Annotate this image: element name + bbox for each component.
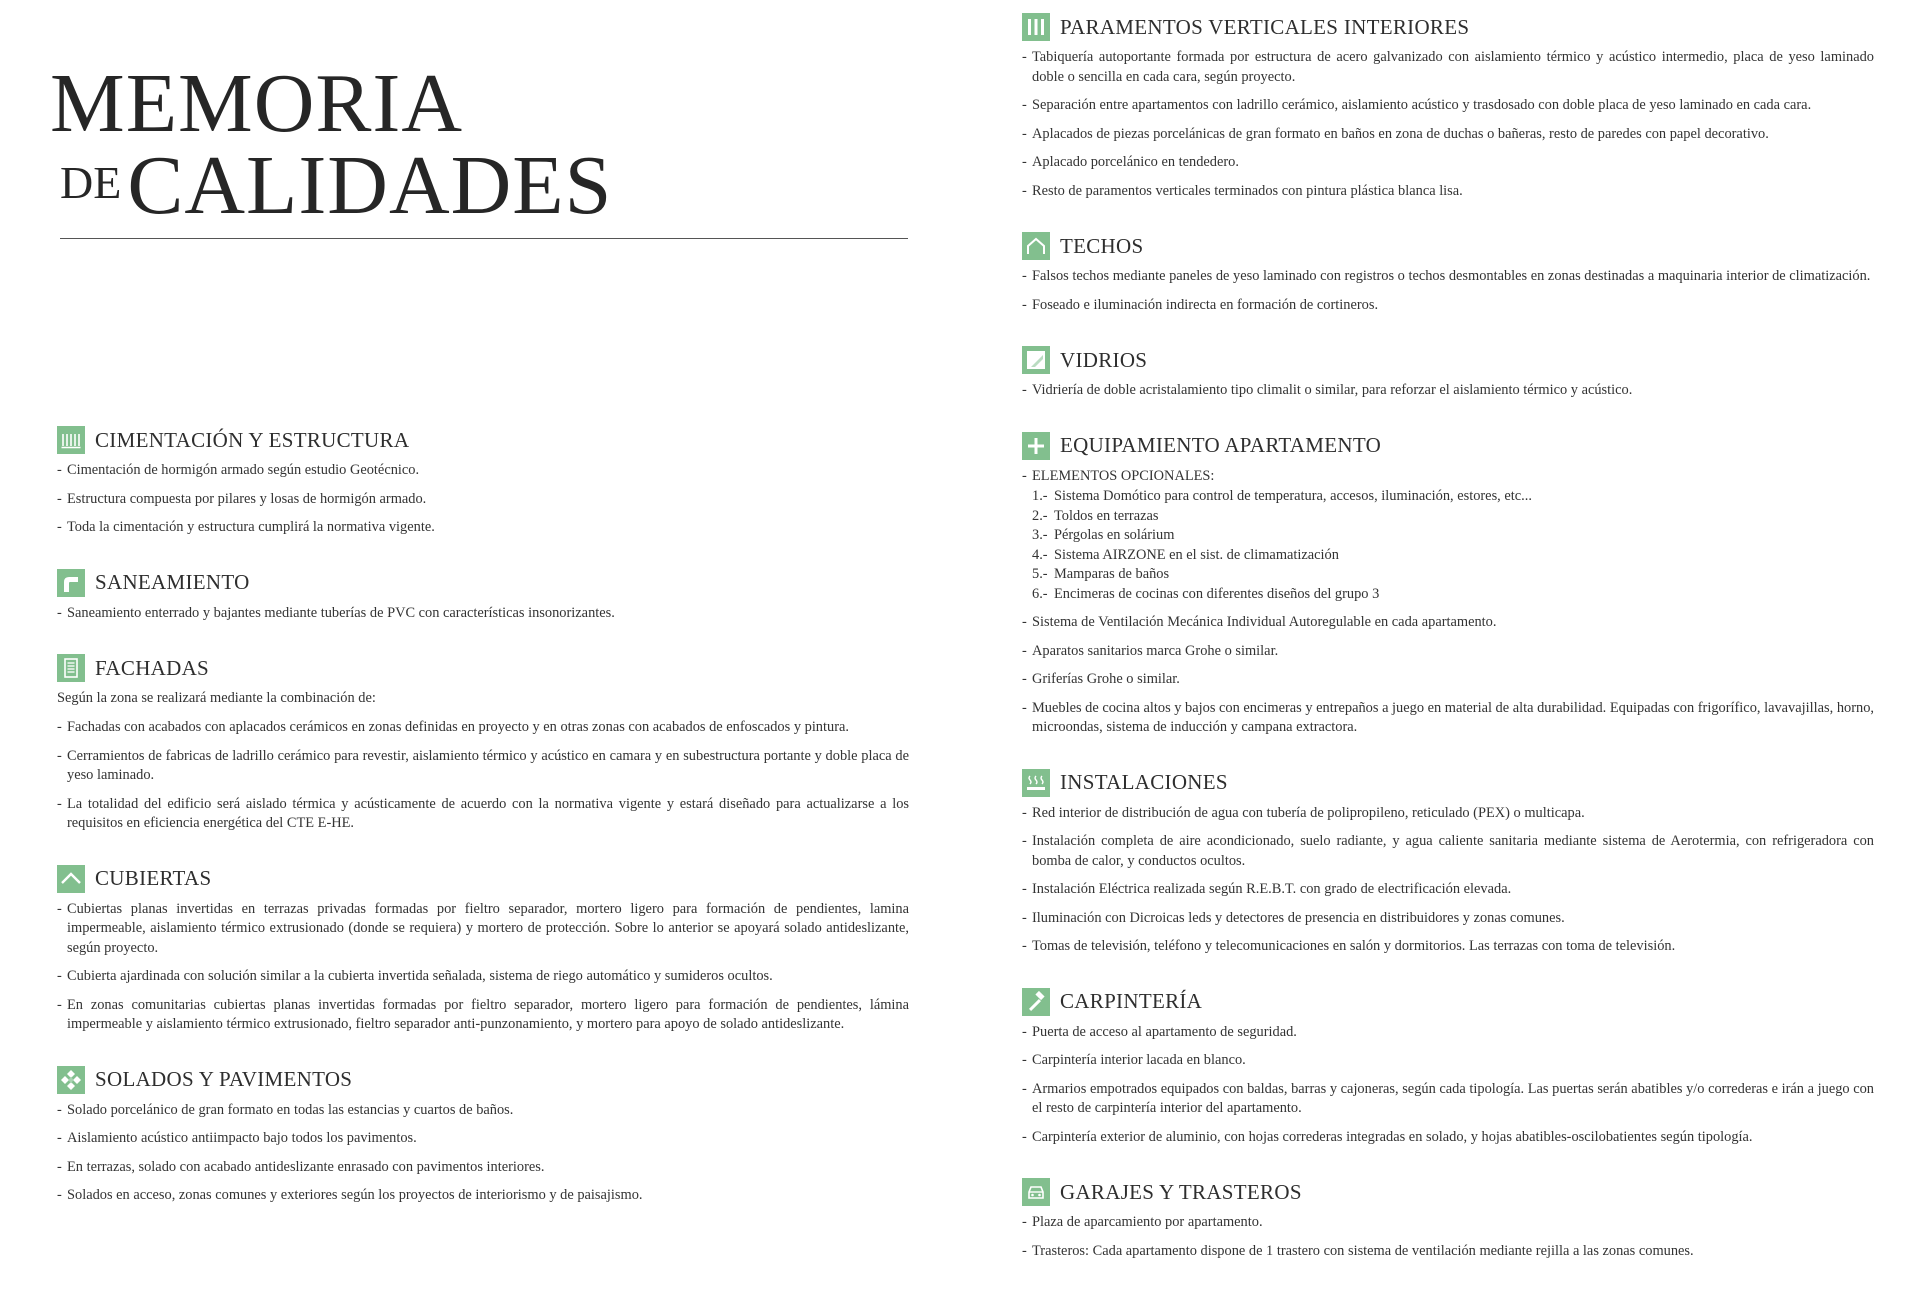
section-title: EQUIPAMIENTO APARTAMENTO — [1060, 433, 1382, 457]
list-item: - Puerta de acceso al apartamento de seguridad. — [1022, 1023, 1874, 1043]
list-item: - Aislamiento acústico antiimpacto bajo todos los pavimentos. — [57, 1129, 909, 1149]
section-title: CARPINTERÍA — [1060, 989, 1203, 1013]
option-number: 6.- — [1032, 585, 1048, 602]
section-carpinteria — [1022, 987, 1874, 1148]
list-item: - Armarios empotrados equipados con baldas, barras y cajoneras, según cada tipología. Las puertas serán abatibles y/o correderas e irán a juego con el resto de carpintería interior del apartamento. — [1022, 1080, 1874, 1119]
section-cubiertas — [57, 864, 909, 1035]
section-header — [57, 568, 909, 598]
list-item: - Falsos techos mediante paneles de yeso laminado con registros o techos desmontables en zonas destinadas a maquinaria interior de climatización. — [1022, 267, 1874, 287]
section-paramentos — [1022, 12, 1874, 201]
optional-element-item — [1032, 487, 1874, 507]
section-header — [57, 864, 909, 894]
list-item: - Solado porcelánico de gran formato en todas las estancias y cuartos de baños. — [57, 1101, 909, 1121]
section-items — [57, 718, 909, 834]
list-item: - En zonas comunitarias cubiertas planas invertidas formadas por fieltro separador, mortero ligero para formación de pendientes, lámina impermeable y aislamiento térmico extrusionado, fieltro separador anti-punzonamiento, y mortero para apoyo de solado antideslizante. — [57, 996, 909, 1035]
list-item: - Fachadas con acabados con aplacados cerámicos en zonas definidas en proyecto y en otras zonas con acabados de enfoscados y pintura. — [57, 718, 909, 738]
section-fachadas — [57, 653, 909, 834]
option-number: 4.- — [1032, 546, 1048, 563]
optional-elements-list — [1022, 487, 1874, 604]
section-title: PARAMENTOS VERTICALES INTERIORES — [1060, 14, 1470, 39]
list-item: - Separación entre apartamentos con ladrillo cerámico, aislamiento acústico y trasdosado con doble placa de yeso laminado en cada cara. — [1022, 96, 1874, 116]
option-number: 2.- — [1032, 507, 1048, 524]
list-item: - Resto de paramentos verticales terminados con pintura plástica blanca lisa. — [1022, 182, 1874, 202]
section-items — [1022, 267, 1874, 315]
list-item: - Aparatos sanitarios marca Grohe o similar. — [1022, 642, 1874, 662]
tiles-icon — [57, 1066, 85, 1094]
pipe-icon — [57, 569, 85, 597]
list-item: - Vidriería de doble acristalamiento tipo climalit o similar, para reforzar el aislamiento térmico y acústico. — [1022, 381, 1874, 401]
list-item: - Cubierta ajardinada con solución similar a la cubierta invertida señalada, sistema de riego automático y sumideros ocultos. — [57, 967, 909, 987]
section-items — [1022, 613, 1874, 738]
section-title: GARAJES Y TRASTEROS — [1060, 1179, 1302, 1204]
list-item: - Aplacados de piezas porcelánicas de gran formato en baños en zona de duchas o bañeras, resto de paredes con papel decorativo. — [1022, 125, 1874, 145]
heating-icon — [1022, 769, 1050, 797]
option-number: 5.- — [1032, 566, 1048, 582]
optional-element-item — [1032, 565, 1874, 585]
title-de: DE — [60, 157, 122, 208]
option-number: 1.- — [1032, 488, 1048, 504]
right-column — [1022, 12, 1874, 1291]
list-item: - Carpintería exterior de aluminio, con hojas correderas integradas en solado, y hojas abatibles-oscilobatientes según tipología. — [1022, 1128, 1874, 1148]
title-line-calidades — [60, 139, 613, 232]
car-icon — [1022, 1178, 1050, 1206]
list-item: - Red interior de distribución de agua con tubería de polipropileno, reticulado (PEX) o multicapa. — [1022, 804, 1874, 824]
section-cimentacion — [57, 425, 909, 538]
section-title: CIMENTACIÓN Y ESTRUCTURA — [95, 427, 410, 452]
option-text: Encimeras de cocinas con diferentes diseños del grupo 3 — [1054, 585, 1380, 602]
plus-icon — [1022, 432, 1050, 460]
section-items — [1022, 48, 1874, 201]
hammer-icon — [1022, 988, 1050, 1016]
section-header — [1022, 431, 1874, 461]
section-header — [1022, 987, 1874, 1017]
section-title: INSTALACIONES — [1060, 770, 1228, 794]
list-item: - Muebles de cocina altos y bajos con encimeras y entrepaños a juego en material de alta durabilidad. Equipadas con frigorífico, lavavajillas, horno, microondas, sistema de inducción y campana extractora. — [1022, 699, 1874, 738]
left-column — [57, 425, 909, 1236]
section-header — [1022, 12, 1874, 42]
section-items — [57, 1101, 909, 1206]
section-instalaciones — [1022, 768, 1874, 957]
list-item: - Trasteros: Cada apartamento dispone de 1 trastero con sistema de ventilación mediante rejilla a las zonas comunes. — [1022, 1242, 1874, 1262]
list-item: - Aplacado porcelánico en tendedero. — [1022, 153, 1874, 173]
optional-element-item — [1032, 546, 1874, 566]
roof-icon — [57, 865, 85, 893]
option-text: Mamparas de baños — [1054, 566, 1170, 582]
section-title: SANEAMIENTO — [95, 570, 250, 594]
section-items — [1022, 1023, 1874, 1148]
option-text: Pérgolas en solárium — [1054, 527, 1175, 543]
section-header — [57, 653, 909, 683]
option-text: Sistema AIRZONE en el sist. de climamatización — [1054, 546, 1339, 563]
optional-element-item — [1032, 585, 1874, 605]
optional-element-item — [1032, 526, 1874, 546]
section-header — [1022, 231, 1874, 261]
list-item: - Instalación completa de aire acondicionado, suelo radiante, y agua caliente sanitaria mediante sistema de Aerotermia, con refrigeradora con bomba de calor, y conductos ocultos. — [1022, 832, 1874, 871]
house-icon — [1022, 232, 1050, 260]
section-title: VIDRIOS — [1060, 347, 1148, 372]
section-items — [1022, 381, 1874, 401]
list-item: - Tabiquería autoportante formada por estructura de acero galvanizado con aislamiento térmico y acústico intermedio, placa de yeso laminado doble o sencilla en cada cara, según proyecto. — [1022, 48, 1874, 87]
list-item: - Solados en acceso, zonas comunes y exteriores según los proyectos de interiorismo y de paisajismo. — [57, 1186, 909, 1206]
section-title: TECHOS — [1060, 233, 1144, 258]
section-header — [1022, 345, 1874, 375]
section-saneamiento — [57, 568, 909, 624]
facade-icon — [57, 654, 85, 682]
section-vidrios — [1022, 345, 1874, 401]
section-header — [57, 425, 909, 455]
list-item: - Instalación Eléctrica realizada según R.E.B.T. con grado de electrificación elevada. — [1022, 880, 1874, 900]
optional-elements-heading: - ELEMENTOS OPCIONALES: — [1022, 467, 1874, 487]
section-items — [57, 461, 909, 538]
list-item: - Plaza de aparcamiento por apartamento. — [1022, 1213, 1874, 1233]
list-item: - Estructura compuesta por pilares y losas de hormigón armado. — [57, 490, 909, 510]
section-garajes — [1022, 1177, 1874, 1261]
list-item: - Iluminación con Dicroicas leds y detectores de presencia en distribuidores y zonas comunes. — [1022, 909, 1874, 929]
section-title: CUBIERTAS — [95, 866, 212, 890]
list-item: - Foseado e iluminación indirecta en formación de cortineros. — [1022, 296, 1874, 316]
page-title — [50, 57, 613, 232]
columns-icon — [57, 426, 85, 454]
option-text: Toldos en terrazas — [1054, 507, 1159, 524]
list-item: - Cimentación de hormigón armado según estudio Geotécnico. — [57, 461, 909, 481]
section-items — [57, 604, 909, 624]
section-items — [57, 900, 909, 1035]
section-techos — [1022, 231, 1874, 315]
list-item: - Carpintería interior lacada en blanco. — [1022, 1051, 1874, 1071]
title-calidades: CALIDADES — [127, 139, 613, 232]
option-text: Sistema Domótico para control de temperatura, accesos, iluminación, estores, etc... — [1054, 488, 1532, 504]
section-solados — [57, 1065, 909, 1206]
section-header — [57, 1065, 909, 1095]
list-item: - Cubiertas planas invertidas en terrazas privadas formadas por fieltro separador, mortero ligero para formación de pendientes, lamina impermeable, aislamiento térmico extrusionado (donde se requiera) y mortero de protección. Sobre lo anterior se apoyará solado antideslizante, según proyecto. — [57, 900, 909, 959]
section-items — [1022, 804, 1874, 957]
option-number: 3.- — [1032, 527, 1048, 543]
section-title: FACHADAS — [95, 655, 210, 680]
section-intro: Según la zona se realizará mediante la combinación de: — [57, 690, 376, 706]
section-items — [1022, 1213, 1874, 1261]
list-item: - Tomas de televisión, teléfono y telecomunicaciones en salón y dormitorios. Las terrazas con toma de televisión. — [1022, 937, 1874, 957]
list-item: - Toda la cimentación y estructura cumplirá la normativa vigente. — [57, 518, 909, 538]
section-equipamiento — [1022, 431, 1874, 738]
title-divider — [60, 238, 908, 239]
list-item: - La totalidad del edificio será aislado térmica y acústicamente de acuerdo con la normativa vigente y estará diseñado para actualizarse a los requisitos en eficiencia energética del CTE E-HE. — [57, 795, 909, 834]
vertical-walls-icon — [1022, 13, 1050, 41]
section-header — [1022, 768, 1874, 798]
list-item: - Griferías Grohe o similar. — [1022, 670, 1874, 690]
section-header — [1022, 1177, 1874, 1207]
glass-icon — [1022, 346, 1050, 374]
title-line-memoria: MEMORIA — [50, 57, 464, 150]
list-item: - Saneamiento enterrado y bajantes mediante tuberías de PVC con características insonorizantes. — [57, 604, 909, 624]
section-title: SOLADOS Y PAVIMENTOS — [95, 1067, 353, 1091]
optional-element-item — [1032, 507, 1874, 527]
list-item: - Sistema de Ventilación Mecánica Individual Autoregulable en cada apartamento. — [1022, 613, 1874, 633]
list-item: - Cerramientos de fabricas de ladrillo cerámico para revestir, aislamiento térmico y acústico en camara y en subestructura portante y doble placa de yeso laminado. — [57, 747, 909, 786]
list-item: - En terrazas, solado con acabado antideslizante enrasado con pavimentos interiores. — [57, 1158, 909, 1178]
